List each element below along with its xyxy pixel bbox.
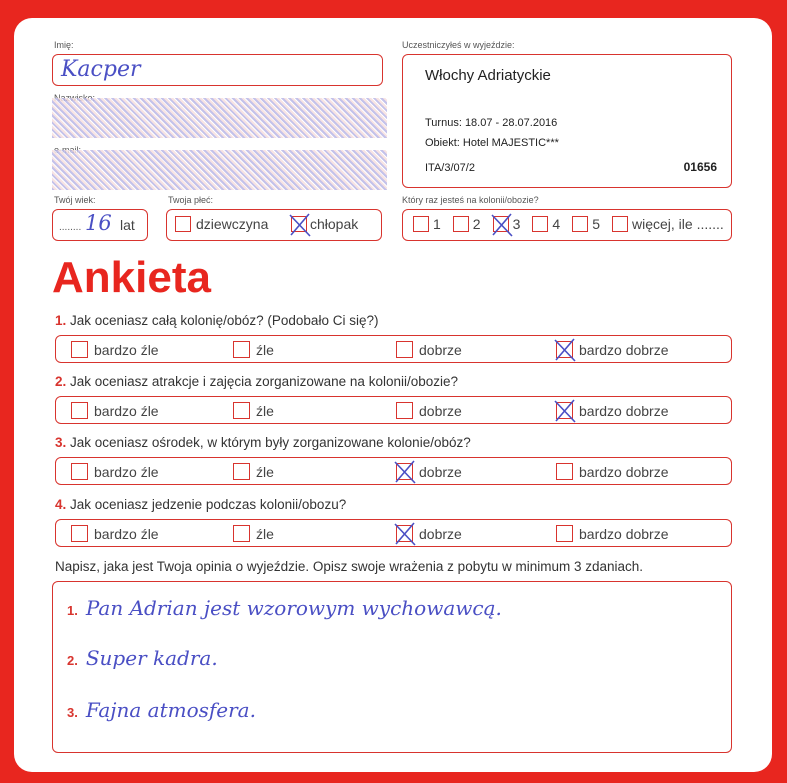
name-label: Imię: [54,40,74,50]
option-label: bardzo dobrze [579,341,669,358]
option-label: bardzo źle [94,525,159,542]
option-label: bardzo dobrze [579,525,669,542]
opinion-line [67,596,502,620]
question-text: Jak oceniasz ośrodek, w którym były zorganizowane kolonie/obóz? [70,435,471,450]
question-number: 1. [55,313,67,328]
checkbox[interactable] [71,402,88,419]
opinion-line-number: 3. [67,705,78,720]
option-3[interactable] [556,525,669,542]
cross-mark-icon [393,459,417,485]
trip-code: ITA/3/07/2 [425,162,475,174]
times-label: Który raz jesteś na kolonii/obozie? [402,195,539,205]
gender-option-boy[interactable]: chłopak [291,216,358,232]
option-0[interactable] [71,463,159,480]
checkbox[interactable] [612,216,628,232]
turnus: Turnus: 18.07 - 28.07.2016 [425,117,558,129]
checkbox-checked[interactable] [556,341,573,358]
question-3-label [55,435,471,450]
cross-mark-icon [288,212,312,238]
obiekt: Obiekt: Hotel MAJESTIC*** [425,137,559,149]
cross-mark-icon [393,521,417,547]
option-1[interactable] [233,463,274,480]
opinion-line-text: Fajna atmosfera. [85,698,256,722]
checkbox[interactable] [453,216,469,232]
opinion-line-text: Super kadra. [85,646,218,670]
option-2[interactable] [396,463,462,480]
option-3[interactable] [556,463,669,480]
option-2[interactable] [396,525,462,542]
option-label: bardzo dobrze [579,463,669,480]
cross-mark-icon [490,212,514,238]
times-field: 1 2 3 4 5 więcej, ile ....... [402,209,732,241]
option-1[interactable] [233,341,274,358]
checkbox-checked[interactable] [396,525,413,542]
option-label: bardzo źle [94,463,159,480]
question-1-label [55,313,378,328]
name-value: Kacper [61,57,141,82]
checkbox[interactable] [71,463,88,480]
survey-title: Ankieta [52,253,211,302]
question-4-options [55,519,732,547]
option-label: źle [256,341,274,358]
surname-redacted [52,98,387,138]
question-3-options [55,457,732,485]
option-label: źle [256,463,274,480]
option-0[interactable] [71,341,159,358]
trip-name: Włochy Adriatyckie [425,67,551,84]
age-label: Twój wiek: [54,195,96,205]
option-0[interactable] [71,525,159,542]
option-1[interactable] [233,525,274,542]
option-2[interactable] [396,402,462,419]
opinion-line-text: Pan Adrian jest wzorowym wychowawcą. [85,596,502,620]
checkbox-checked[interactable] [396,463,413,480]
checkbox-checked[interactable] [493,216,509,232]
trip-box [402,54,732,188]
checkbox[interactable] [556,463,573,480]
checkbox[interactable] [233,525,250,542]
age-prefix: ........ [59,222,82,233]
gender-field [166,209,382,241]
option-label: źle [256,525,274,542]
option-1[interactable] [233,402,274,419]
opinion-box[interactable] [52,581,732,753]
age-suffix: lat [120,217,135,233]
option-label: dobrze [419,402,462,419]
option-3[interactable] [556,341,669,358]
question-text: Jak oceniasz całą kolonię/obóz? (Podobało Ci się?) [70,313,379,328]
checkbox[interactable] [532,216,548,232]
age-field[interactable] [52,209,148,241]
option-label: bardzo źle [94,402,159,419]
opinion-line [67,646,218,670]
checkbox[interactable] [233,463,250,480]
checkbox[interactable] [556,525,573,542]
question-text: Jak oceniasz jedzenie podczas kolonii/obozu? [70,497,347,512]
name-field[interactable] [52,54,383,86]
checkbox[interactable] [71,341,88,358]
checkbox[interactable] [396,402,413,419]
option-2[interactable] [396,341,462,358]
checkbox[interactable] [175,216,191,232]
option-label: dobrze [419,525,462,542]
question-number: 4. [55,497,67,512]
option-3[interactable] [556,402,669,419]
question-number: 2. [55,374,67,389]
opinion-line [67,698,256,722]
checkbox[interactable] [413,216,429,232]
question-2-options [55,396,732,424]
question-text: Jak oceniasz atrakcje i zajęcia zorganizowane na kolonii/obozie? [70,374,459,389]
option-label: dobrze [419,463,462,480]
checkbox[interactable] [233,402,250,419]
option-label: bardzo źle [94,341,159,358]
email-redacted [52,150,387,190]
option-label: bardzo dobrze [579,402,669,419]
checkbox-checked[interactable] [556,402,573,419]
cross-mark-icon [553,337,577,363]
option-label: dobrze [419,341,462,358]
gender-label: Twoja płeć: [168,195,214,205]
opinion-prompt: Napisz, jaka jest Twoja opinia o wyjeździe. Opisz swoje wrażenia z pobytu w minimum 3 zdaniach. [55,559,644,574]
form-number: 01656 [683,160,717,174]
checkbox[interactable] [233,341,250,358]
question-number: 3. [55,435,67,450]
trip-label: Uczestniczyłeś w wyjeździe: [402,40,515,50]
cross-mark-icon [553,398,577,424]
checkbox-checked[interactable] [291,216,307,232]
gender-option-girl[interactable]: dziewczyna [175,216,268,232]
opinion-line-number: 2. [67,653,78,668]
checkbox[interactable] [71,525,88,542]
option-0[interactable] [71,402,159,419]
checkbox[interactable] [396,341,413,358]
age-value: 16 [85,211,112,235]
opinion-line-number: 1. [67,603,78,618]
question-4-label [55,497,346,512]
checkbox[interactable] [572,216,588,232]
question-1-options [55,335,732,363]
question-2-label [55,374,458,389]
option-label: źle [256,402,274,419]
